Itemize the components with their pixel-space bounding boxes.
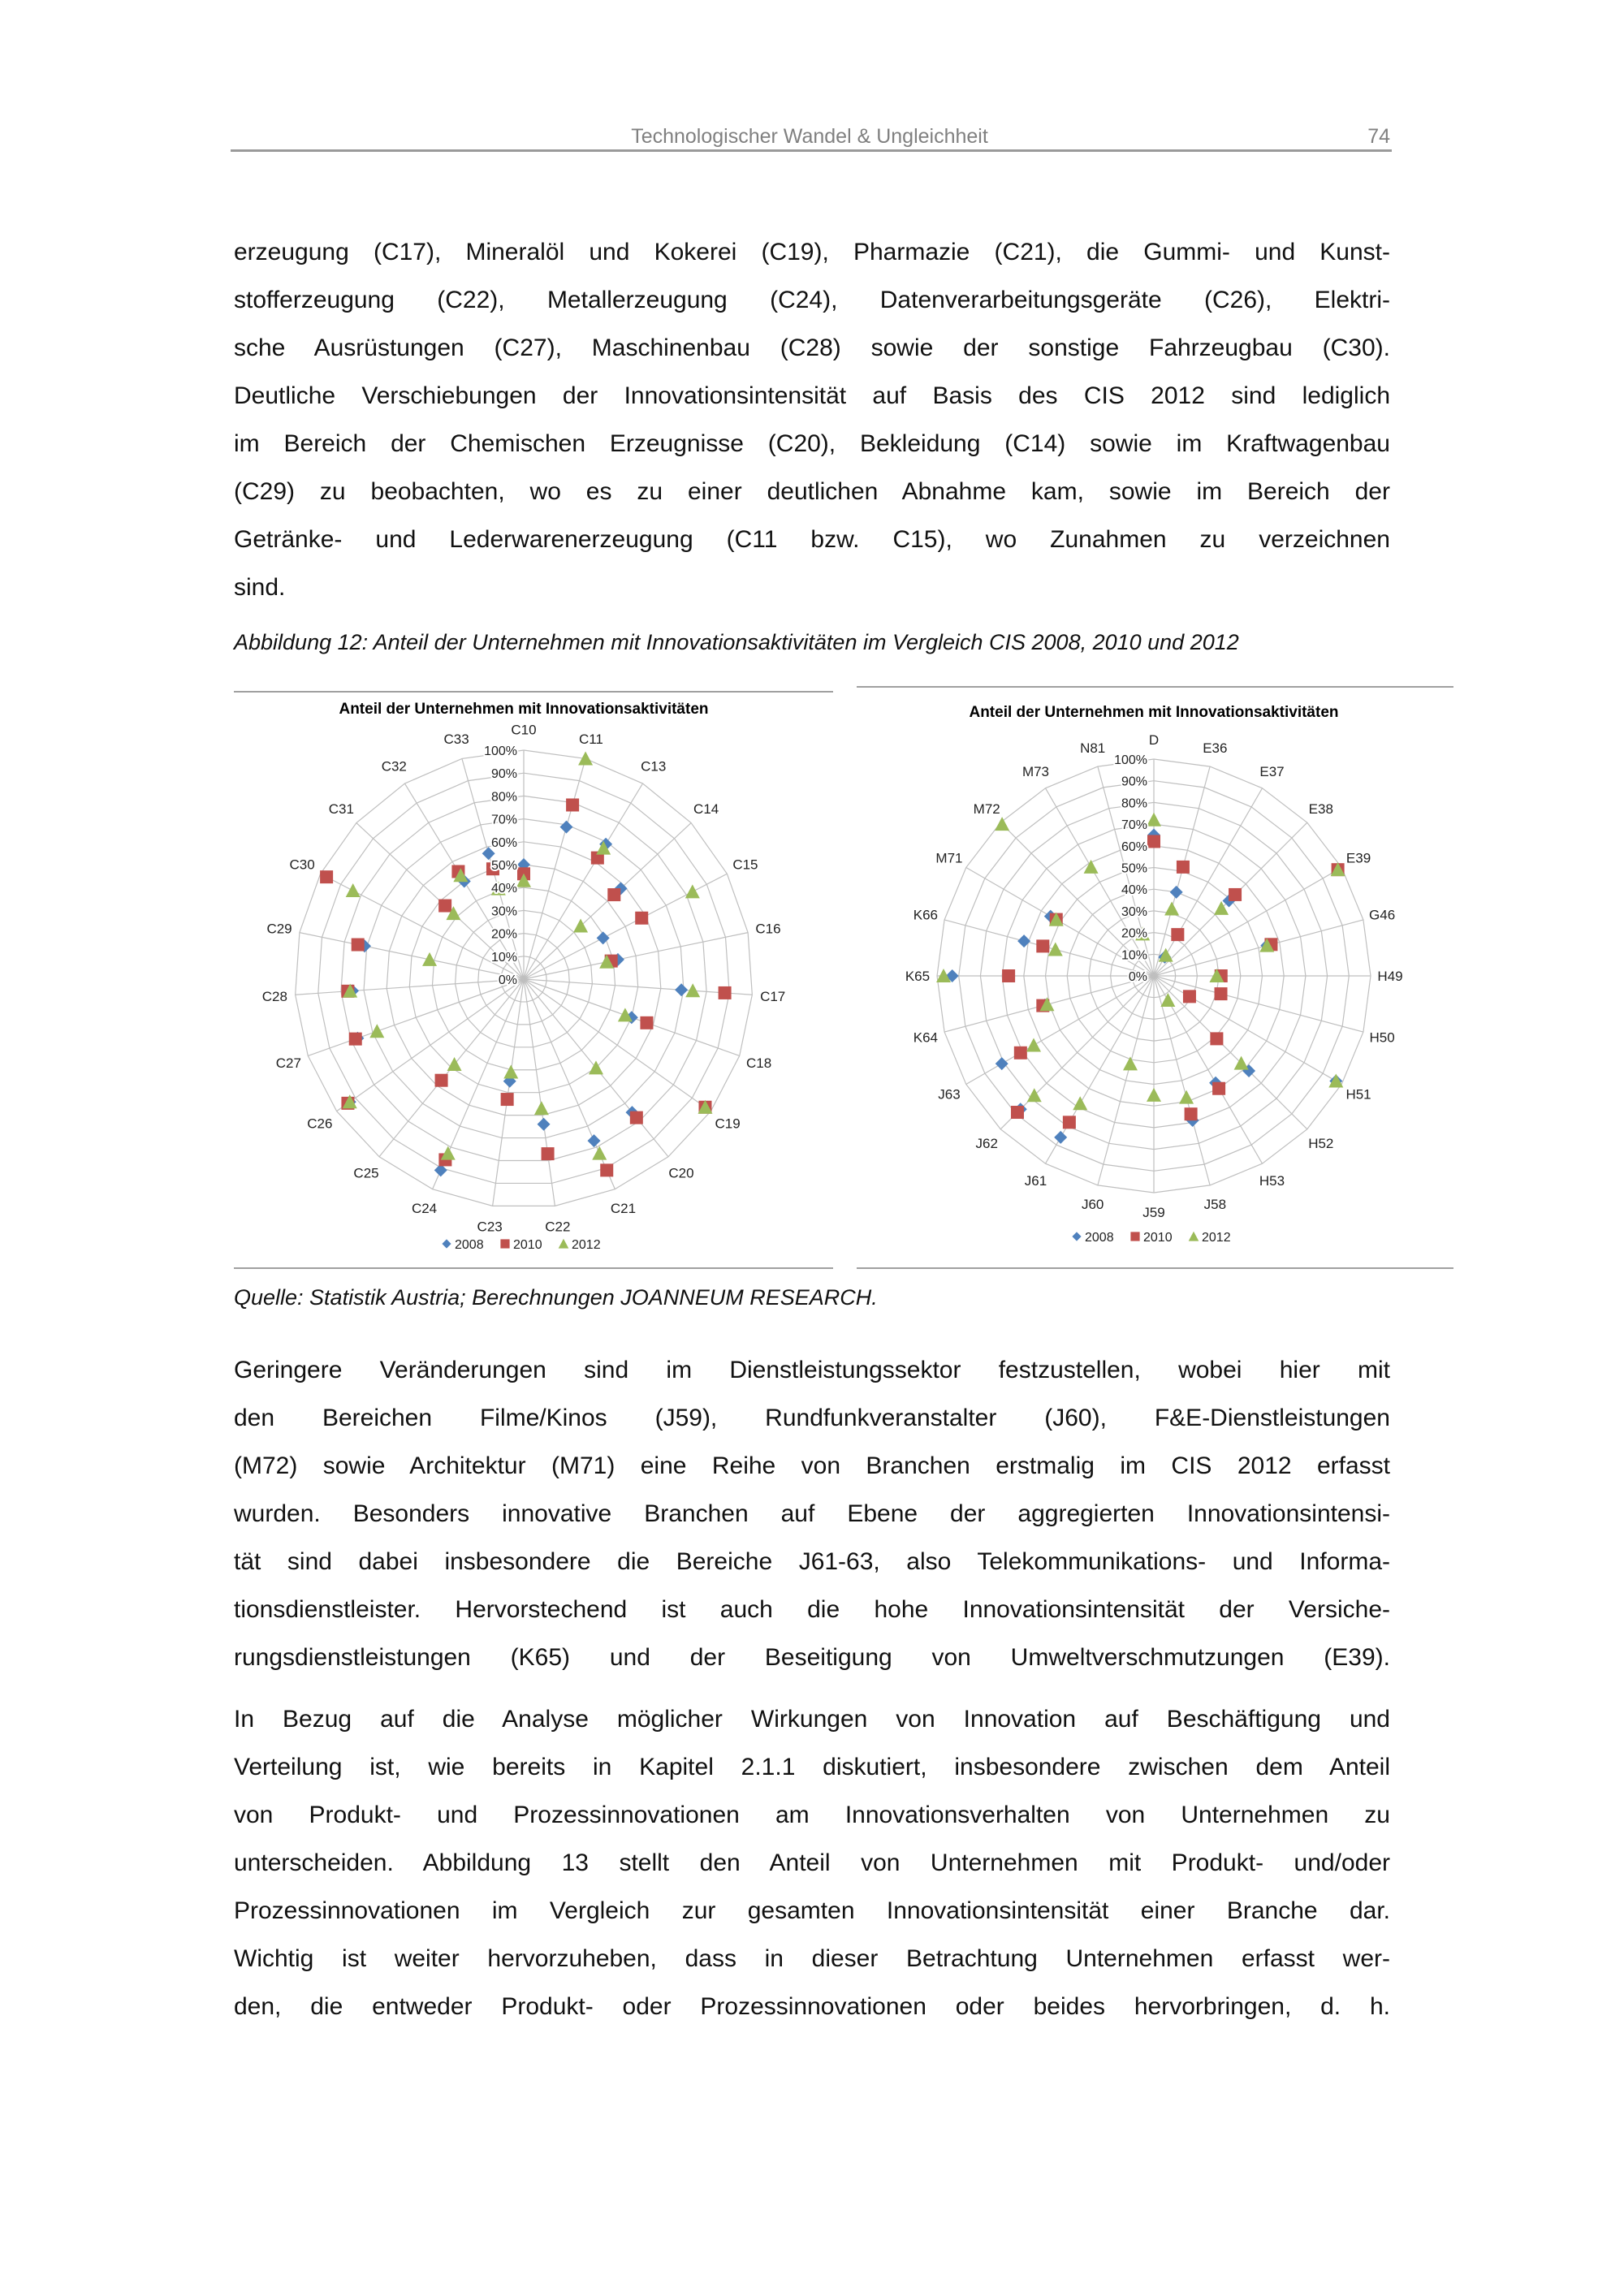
tick-labels bbox=[1114, 753, 1147, 984]
text-line: stofferzeugung (C22), Metallerzeugung (C24), Datenverarbeitungsgeräte (C26), Elektri- bbox=[234, 287, 1390, 313]
figure-caption: Abbildung 12: Anteil der Unternehmen mit Innovationsaktivitäten im Vergleich CIS 2008, 2010 und 2012 bbox=[234, 630, 1239, 654]
tick-label: 70% bbox=[1121, 818, 1147, 833]
paragraph-3 bbox=[234, 1695, 1390, 2031]
text-line: den, die entweder Produkt- oder Prozessinnovationen oder beides hervorbringen, d. h. bbox=[234, 1993, 1390, 2020]
data-point-2012-j58 bbox=[1179, 1090, 1194, 1104]
axis-label: J63 bbox=[938, 1086, 961, 1103]
series-2010 bbox=[320, 798, 731, 1176]
tick-label: 60% bbox=[490, 835, 517, 850]
data-point-2010-c14 bbox=[607, 888, 620, 901]
text-line: Geringere Veränderungen sind im Dienstleistungssektor festzustellen, wobei hier mit bbox=[234, 1357, 1390, 1383]
page-number: 74 bbox=[1367, 125, 1390, 148]
chart-right-top-rule bbox=[857, 686, 1453, 688]
grid-spoke bbox=[1098, 976, 1154, 1185]
data-point-2010-e36 bbox=[1177, 861, 1190, 874]
tick-label: 40% bbox=[1121, 883, 1147, 898]
axis-label: H52 bbox=[1308, 1135, 1334, 1151]
data-point-2008-k66 bbox=[1017, 934, 1030, 947]
text-line: sche Ausrüstungen (C27), Maschinenbau (C28) sowie der sonstige Fahrzeugbau (C30). bbox=[234, 334, 1390, 361]
data-point-2010-c29 bbox=[352, 939, 365, 952]
data-point-2010-c18 bbox=[640, 1016, 653, 1029]
data-point-2012-c30 bbox=[346, 883, 361, 897]
data-point-2012-d bbox=[1147, 813, 1161, 826]
text-line: sind. bbox=[234, 574, 286, 601]
tick-label: 90% bbox=[1121, 775, 1147, 789]
tick-label: 100% bbox=[484, 744, 517, 758]
grid-spoke bbox=[1154, 976, 1210, 1185]
axis-label: C22 bbox=[545, 1219, 571, 1235]
series-2010 bbox=[1002, 835, 1344, 1129]
axis-label: C24 bbox=[411, 1200, 438, 1216]
text-line: im Bereich der Chemischen Erzeugnisse (C20), Bekleidung (C14) sowie im Kraftwagenbau bbox=[234, 430, 1390, 457]
chart-left-top-rule bbox=[234, 691, 833, 693]
axis-label: M73 bbox=[1021, 763, 1050, 779]
axis-label: C28 bbox=[261, 988, 287, 1004]
axis-label: C31 bbox=[328, 801, 354, 818]
tick-label: 0% bbox=[1128, 970, 1147, 984]
axis-label: N81 bbox=[1080, 740, 1106, 756]
legend-label: 2012 bbox=[1202, 1231, 1231, 1245]
text-line: unterscheiden. Abbildung 13 stellt den Anteil von Unternehmen mit Produkt- und/oder bbox=[234, 1849, 1390, 1876]
chart-right-bottom-rule bbox=[857, 1267, 1453, 1269]
tick-label: 50% bbox=[1121, 861, 1147, 876]
data-point-2010-e37 bbox=[1171, 928, 1184, 941]
data-point-2012-c22 bbox=[534, 1101, 549, 1115]
tick-label: 60% bbox=[1121, 839, 1147, 854]
text-line: (C29) zu beobachten, wo es zu einer deutlichen Abnahme kam, sowie im Bereich der bbox=[234, 478, 1390, 505]
axis-label: E37 bbox=[1259, 763, 1285, 779]
data-point-2012-c15 bbox=[685, 884, 700, 898]
axis-label: C15 bbox=[732, 857, 758, 873]
data-point-2012-j63 bbox=[1026, 1038, 1041, 1051]
tick-label: 20% bbox=[1121, 926, 1147, 941]
data-point-2008-c17 bbox=[675, 983, 688, 996]
text-line: (M72) sowie Architektur (M71) eine Reihe von Branchen erstmalig im CIS 2012 erfasst bbox=[234, 1452, 1390, 1479]
data-point-2010-d bbox=[1147, 835, 1160, 848]
chart-legend bbox=[1072, 1231, 1230, 1245]
data-point-2010-j58 bbox=[1185, 1107, 1198, 1120]
data-point-2008-j61 bbox=[1054, 1131, 1067, 1144]
text-line: den Bereichen Filme/Kinos (J59), Rundfunkveranstalter (J60), F&E-Dienstleistungen bbox=[234, 1405, 1390, 1431]
text-line: Prozessinnovationen im Vergleich zur gesamten Innovationsintensität einer Branche dar. bbox=[234, 1897, 1390, 1924]
axis-label: C32 bbox=[381, 758, 407, 775]
data-point-2010-e38 bbox=[1229, 888, 1242, 901]
data-point-2010-h51 bbox=[1183, 990, 1196, 1003]
axis-label: C23 bbox=[477, 1219, 503, 1235]
axis-label: C25 bbox=[353, 1165, 379, 1181]
data-point-2012-c23 bbox=[503, 1065, 518, 1079]
data-point-2010-j61 bbox=[1063, 1116, 1076, 1129]
grid-spoke bbox=[524, 933, 748, 979]
data-point-2010-h53 bbox=[1212, 1082, 1225, 1095]
axis-label: D bbox=[1148, 732, 1160, 748]
axis-label: K64 bbox=[913, 1029, 939, 1046]
legend-marker-2012 bbox=[1189, 1232, 1199, 1241]
axis-label: E38 bbox=[1308, 801, 1333, 818]
data-point-2008-j63 bbox=[996, 1057, 1009, 1070]
grid-spoke bbox=[1154, 868, 1341, 977]
data-point-2010-k65 bbox=[1002, 969, 1015, 982]
text-line: erzeugung (C17), Mineralöl und Kokerei (C19), Pharmazie (C21), die Gummi- und Kunst- bbox=[234, 239, 1390, 265]
axis-label: M72 bbox=[973, 801, 1000, 818]
axis-label: J60 bbox=[1081, 1197, 1104, 1213]
text-line: Deutliche Verschiebungen der Innovationsintensität auf Basis des CIS 2012 sind lediglich bbox=[234, 382, 1390, 409]
grid-spoke bbox=[308, 979, 524, 1055]
grid-spoke bbox=[1154, 920, 1363, 976]
axis-label: C21 bbox=[610, 1200, 637, 1216]
axis-label: C11 bbox=[578, 732, 603, 748]
axis-label: J58 bbox=[1203, 1197, 1227, 1213]
header-rule bbox=[231, 149, 1392, 152]
grid-spoke bbox=[524, 979, 710, 1111]
tick-label: 40% bbox=[490, 882, 517, 896]
axis-label: C20 bbox=[668, 1165, 694, 1181]
radar-chart-services bbox=[857, 689, 1453, 1266]
axis-label: C18 bbox=[746, 1055, 772, 1071]
data-point-2010-c31 bbox=[438, 900, 451, 913]
data-point-2010-c30 bbox=[320, 870, 333, 883]
grid-spoke bbox=[1154, 976, 1363, 1032]
data-point-2008-c22 bbox=[538, 1118, 551, 1131]
legend-marker-2008 bbox=[442, 1239, 451, 1248]
axis-label: J59 bbox=[1142, 1205, 1165, 1221]
axis-label: J61 bbox=[1024, 1173, 1047, 1189]
grid-spoke bbox=[337, 979, 524, 1111]
axis-label: G46 bbox=[1369, 907, 1396, 923]
data-point-2012-m73 bbox=[1084, 860, 1099, 874]
text-line: von Produkt- und Prozessinnovationen am Innovationsverhalten von Unternehmen zu bbox=[234, 1802, 1390, 1828]
axis-label: J62 bbox=[975, 1135, 998, 1151]
tick-label: 0% bbox=[498, 973, 517, 987]
axis-label: E39 bbox=[1345, 850, 1371, 866]
text-line: rungsdienstleistungen (K65) und der Beseitigung von Umweltverschmutzungen (E39). bbox=[234, 1644, 1390, 1671]
legend-label: 2010 bbox=[513, 1238, 542, 1252]
radar-chart-manufacturing bbox=[234, 694, 833, 1267]
tick-label: 50% bbox=[490, 859, 517, 873]
paragraph-1 bbox=[234, 228, 1390, 611]
grid-spoke bbox=[524, 783, 643, 979]
axis-label: H51 bbox=[1345, 1086, 1371, 1103]
data-point-2008-c11 bbox=[559, 821, 572, 834]
data-point-2010-c17 bbox=[719, 986, 732, 999]
legend-marker-2012 bbox=[559, 1239, 569, 1249]
axis-label: K66 bbox=[913, 907, 939, 923]
chart-left-bottom-rule bbox=[234, 1267, 833, 1269]
chart-title: Anteil der Unternehmen mit Innovationsaktivitäten bbox=[339, 701, 709, 718]
data-point-2010-c25 bbox=[435, 1074, 448, 1087]
data-point-2010-c11 bbox=[566, 798, 579, 811]
axis-label: C13 bbox=[641, 758, 667, 775]
axis-label: C33 bbox=[443, 732, 469, 748]
legend-label: 2008 bbox=[455, 1238, 484, 1252]
text-line: tionsdienstleister. Hervorstechend ist auch die hohe Innovationsintensität der Versiche- bbox=[234, 1596, 1390, 1623]
data-point-2010-h50 bbox=[1215, 987, 1228, 1000]
tick-label: 70% bbox=[490, 813, 517, 827]
axis-label: C26 bbox=[307, 1116, 333, 1132]
axis-label: H53 bbox=[1259, 1173, 1285, 1189]
axis-label: K65 bbox=[905, 969, 931, 984]
data-point-2010-c15 bbox=[635, 912, 648, 925]
data-point-2010-h52 bbox=[1210, 1032, 1223, 1045]
chart-title: Anteil der Unternehmen mit Innovationsaktivitäten bbox=[969, 704, 1339, 721]
data-point-2008-c15 bbox=[597, 931, 610, 944]
tick-label: 10% bbox=[490, 950, 517, 965]
text-line: wurden. Besonders innovative Branchen auf Ebene der aggregierten Innovationsintensi- bbox=[234, 1500, 1390, 1527]
axis-label: C29 bbox=[266, 921, 292, 937]
text-line: tät sind dabei insbesondere die Bereiche J61-63, also Telekommunikations- und Informa- bbox=[234, 1548, 1390, 1575]
axis-label: E36 bbox=[1203, 740, 1228, 756]
axis-label: H49 bbox=[1377, 969, 1403, 984]
data-point-2010-c20 bbox=[630, 1111, 643, 1124]
series-2012 bbox=[343, 751, 713, 1159]
legend-label: 2012 bbox=[572, 1238, 601, 1252]
data-point-2008-e36 bbox=[1170, 886, 1183, 899]
data-point-2012-c25 bbox=[447, 1057, 462, 1071]
chart-legend bbox=[442, 1238, 600, 1252]
running-header-title: Technologischer Wandel & Ungleichheit bbox=[631, 125, 988, 148]
axis-label: C14 bbox=[693, 801, 719, 818]
tick-label: 80% bbox=[490, 790, 517, 805]
legend-label: 2008 bbox=[1085, 1231, 1114, 1245]
axis-label: C10 bbox=[511, 722, 537, 738]
axis-label: C16 bbox=[755, 921, 781, 937]
figure-source: Quelle: Statistik Austria; Berechnungen JOANNEUM RESEARCH. bbox=[234, 1285, 878, 1310]
paragraph-2 bbox=[234, 1346, 1390, 1681]
tick-label: 10% bbox=[1121, 948, 1147, 963]
tick-label: 20% bbox=[490, 927, 517, 942]
data-point-2010-c23 bbox=[501, 1093, 514, 1106]
tick-label: 30% bbox=[1121, 904, 1147, 919]
tick-label: 100% bbox=[1114, 753, 1147, 767]
legend-marker-2008 bbox=[1072, 1232, 1081, 1241]
data-point-2010-c22 bbox=[542, 1147, 555, 1160]
data-point-2012-e36 bbox=[1164, 901, 1179, 915]
data-point-2012-j60 bbox=[1123, 1056, 1138, 1070]
tick-label: 90% bbox=[490, 767, 517, 782]
tick-label: 80% bbox=[1121, 796, 1147, 811]
text-line: In Bezug auf die Analyse möglicher Wirkungen von Innovation auf Beschäftigung und bbox=[234, 1706, 1390, 1733]
axis-label: C27 bbox=[275, 1055, 301, 1071]
data-point-2010-k66 bbox=[1036, 939, 1049, 952]
legend-label: 2010 bbox=[1143, 1231, 1173, 1245]
axis-label: C19 bbox=[715, 1116, 741, 1132]
grid-spoke bbox=[300, 933, 524, 979]
text-line: Getränke- und Lederwarenerzeugung (C11 bzw. C15), wo Zunahmen zu verzeichnen bbox=[234, 526, 1390, 553]
data-point-2012-j61 bbox=[1073, 1096, 1087, 1110]
legend-marker-2010 bbox=[500, 1239, 509, 1248]
data-point-2012-j59 bbox=[1147, 1088, 1161, 1102]
data-point-2010-c27 bbox=[349, 1033, 362, 1046]
tick-label: 30% bbox=[490, 904, 517, 919]
data-point-2010-c21 bbox=[600, 1163, 613, 1176]
data-point-2012-m72 bbox=[995, 817, 1009, 831]
text-line: Wichtig ist weiter hervorzuheben, dass in dieser Betrachtung Unternehmen erfasst wer- bbox=[234, 1945, 1390, 1972]
axis-label: C17 bbox=[760, 988, 786, 1004]
radar-grid bbox=[296, 750, 753, 1206]
data-point-2008-c21 bbox=[588, 1134, 601, 1147]
grid-spoke bbox=[1154, 788, 1263, 976]
text-line: Verteilung ist, wie bereits in Kapitel 2.1.1 diskutiert, insbesondere zwischen dem Anteil bbox=[234, 1754, 1390, 1780]
axis-label: H50 bbox=[1369, 1029, 1395, 1046]
axis-label: C30 bbox=[289, 857, 315, 873]
axis-label: M71 bbox=[935, 850, 963, 866]
legend-marker-2010 bbox=[1130, 1232, 1139, 1241]
data-point-2010-j62 bbox=[1011, 1106, 1024, 1119]
data-point-2010-j63 bbox=[1014, 1047, 1027, 1060]
